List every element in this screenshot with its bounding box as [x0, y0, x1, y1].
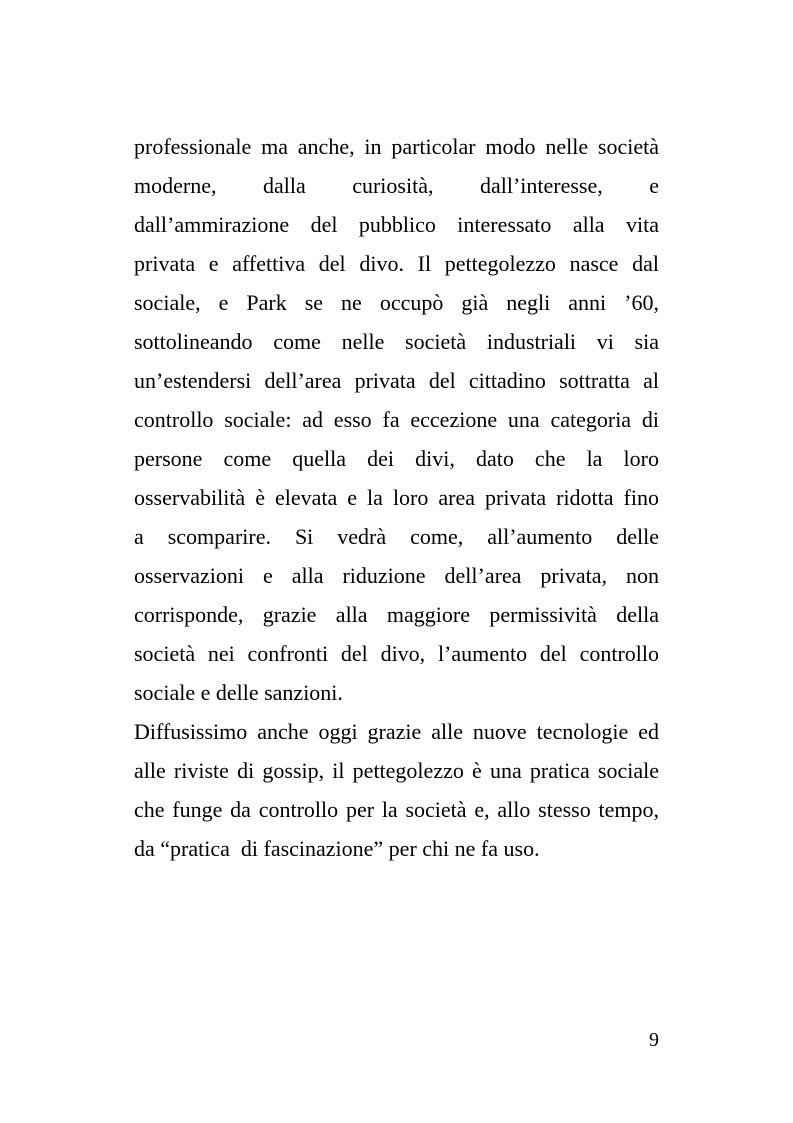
- text-line: professionale ma anche, in particolar modo nelle società: [134, 134, 659, 159]
- text-line: che funge da controllo per la società e, allo stesso tempo,: [134, 797, 659, 822]
- text-line: un’estendersi dell’area privata del cittadino sottratta al: [134, 368, 659, 393]
- body-text: [134, 127, 659, 868]
- text-line: dall’ammirazione del pubblico interessato alla vita: [134, 212, 659, 237]
- paragraph-2: [134, 712, 659, 868]
- text-line: società nei confronti del divo, l’aumento del controllo: [134, 641, 659, 666]
- text-line: Diffusissimo anche oggi grazie alle nuove tecnologie ed: [134, 719, 659, 744]
- text-line: osservabilità è elevata e la loro area privata ridotta fino: [134, 485, 659, 510]
- text-line: sociale e delle sanzioni.: [134, 680, 343, 705]
- page-number: 9: [649, 1029, 659, 1051]
- text-line: a scomparire. Si vedrà come, all’aumento delle: [134, 524, 659, 549]
- text-line: sociale, e Park se ne occupò già negli anni ’60,: [134, 290, 659, 315]
- text-line: osservazioni e alla riduzione dell’area privata, non: [134, 563, 659, 588]
- text-line: alle riviste di gossip, il pettegolezzo è una pratica sociale: [134, 758, 659, 783]
- text-line: sottolineando come nelle società industriali vi sia: [134, 329, 659, 354]
- text-line: controllo sociale: ad esso fa eccezione una categoria di: [134, 407, 659, 432]
- text-line: corrisponde, grazie alla maggiore permissività della: [134, 602, 659, 627]
- text-line: moderne, dalla curiosità, dall’interesse, e: [134, 173, 659, 198]
- paragraph-1: [134, 127, 659, 712]
- text-line: privata e affettiva del divo. Il pettegolezzo nasce dal: [134, 251, 659, 276]
- text-line: persone come quella dei divi, dato che la loro: [134, 446, 659, 471]
- text-line: da “pratica di fascinazione” per chi ne fa uso.: [134, 836, 540, 861]
